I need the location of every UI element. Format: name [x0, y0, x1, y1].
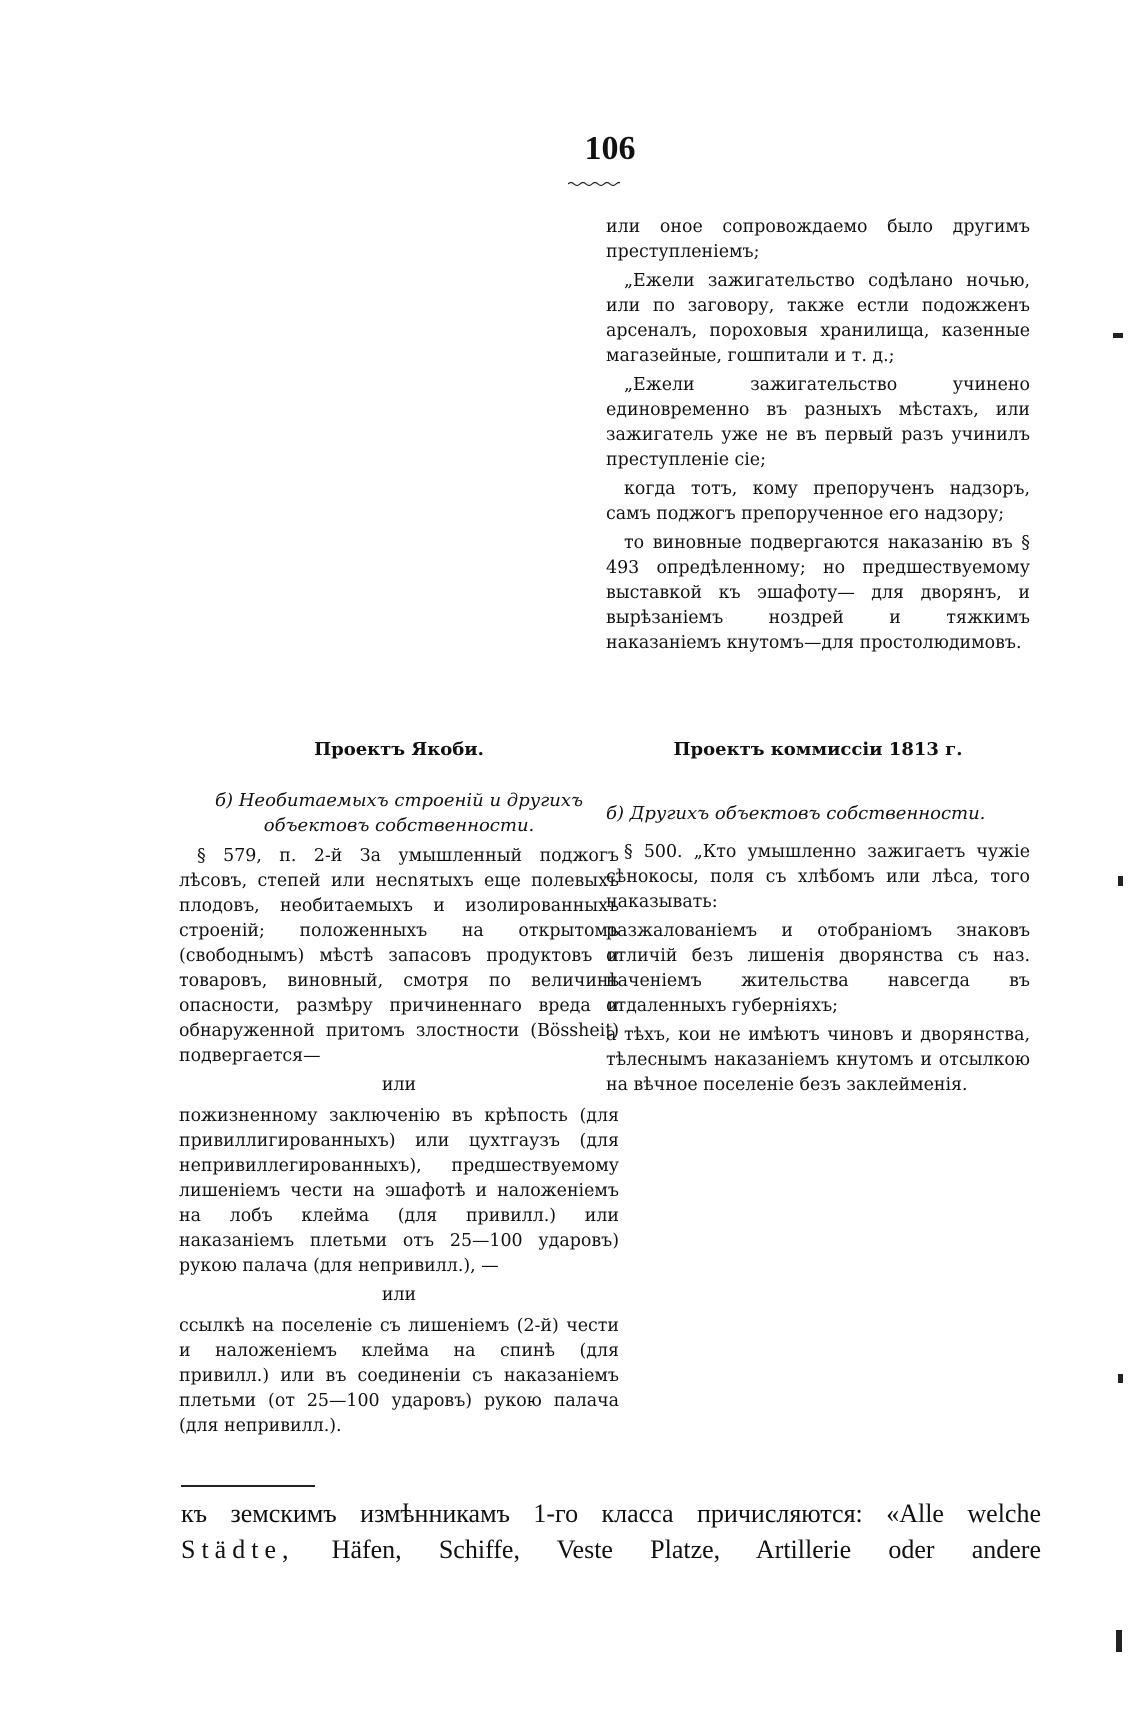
- right-paragraph: а тѣхъ, кои не имѣютъ чиновъ и дворянства, тѣлеснымъ наказаніемъ кнутомъ и отсылкою на вѣчное поселеніе безъ заклейменія.: [606, 1025, 1030, 1095]
- footnote-line: [181, 1532, 1041, 1568]
- page-number: 106: [584, 130, 636, 167]
- left-paragraph: ссылкѣ на поселеніе съ лишеніемъ (2-й) чести и наложеніемъ клейма на спинѣ (для привилл.) или въ соединеніи съ наказаніемъ плетьми (от 25—100 ударовъ) рукою палача (для непривилл.).: [179, 1316, 619, 1436]
- or-divider: или: [381, 1285, 417, 1305]
- right-paragraph: § 500. „Кто умышленно зажигаетъ чужіе сѣнокосы, поля съ хлѣбомъ или лѣса, того наказывать:: [606, 842, 1030, 912]
- commission-1813-heading: Проектъ коммиссіи 1813 г.: [673, 739, 963, 760]
- footnote-rule: [181, 1485, 315, 1487]
- footnote: [181, 1496, 1041, 1568]
- jacobi-project-heading: Проектъ Якоби.: [314, 739, 484, 760]
- right-top-paragraph: когда тотъ, кому препорученъ надзоръ, самъ поджогъ препорученное его надзору;: [606, 479, 1030, 524]
- right-subheading: б) Другихъ объектовъ собственности.: [606, 803, 986, 824]
- left-paragraph: § 579, п. 2-й За умышленный поджогъ лѣсовъ, степей или несnятыхъ еще полевыхъ плодовъ, необитаемыхъ и изолированныхъ строеній; положенныхъ на открытомъ (свободнымъ) мѣстѣ запасовъ продуктовъ и товаровъ, виновный, смотря по величинѣ опасности, размѣру причиненнаго вреда и обнаруженной притомъ злостности (Bössheit) подвергается—: [179, 846, 619, 1066]
- right-top-paragraph: „Ежели зажигательство учинено единовременно въ разныхъ мѣстахъ, или зажигатель уже не въ первый разъ учинилъ преступленіе сіе;: [606, 375, 1030, 470]
- wavy-ornament: [568, 181, 620, 187]
- or-divider: или: [381, 1075, 417, 1095]
- right-top-paragraph: то виновные подвергаются наказанію въ § 493 опредѣленному; но предшествуемому выставкой къ эшафоту— для дворянъ, и вырѣзаніемъ ноздрей и тяжкимъ наказаніемъ кнутомъ—для простолюдимовъ.: [606, 533, 1030, 653]
- right-top-paragraph: или оное сопровождаемо было другимъ преступленіемъ;: [606, 217, 1030, 262]
- margin-mark: [1116, 1630, 1122, 1652]
- footnote-spaced-word: Städte,: [181, 1535, 295, 1564]
- right-top-column: [606, 215, 1030, 660]
- margin-mark: [1118, 1374, 1123, 1383]
- right-paragraph: разжалованіемъ и отобраніомъ знаковъ отличій безъ лишенія дворянства съ наз. наченіемъ жительства навсегда въ отдаленныхъ губерніяхъ;: [606, 921, 1030, 1016]
- footnote-line: къ земскимъ измѣнникамъ 1-го класса причисляются: «Alle welche: [181, 1499, 1041, 1528]
- margin-mark: [1118, 876, 1123, 886]
- left-subheading: б) Необитаемыхъ строеній и другихъ объектовъ собственности.: [214, 790, 583, 836]
- footnote-line-rest: Häfen, Schiffe, Veste Platze, Artillerie oder andere: [331, 1535, 1041, 1564]
- left-paragraph: пожизненному заключенію въ крѣпость (для привиллигированныхъ) или цухтгаузъ (для непривиллегированныхъ), предшествуемому лишеніемъ чести на эшафотѣ и наложеніемъ на лобъ клейма (для привилл.) или наказаніемъ плетьми отъ 25—100 ударовъ) рукою палача (для непривилл.), —: [179, 1106, 619, 1276]
- left-column: [179, 788, 619, 1443]
- right-top-paragraph: „Ежели зажигательство содѣлано ночью, или по заговору, также естли подожженъ арсеналъ, пороховыя хранилища, казенные магазейные, гошпитали и т. д.;: [606, 271, 1030, 366]
- right-column: [606, 801, 1030, 1102]
- margin-mark: [1113, 333, 1123, 338]
